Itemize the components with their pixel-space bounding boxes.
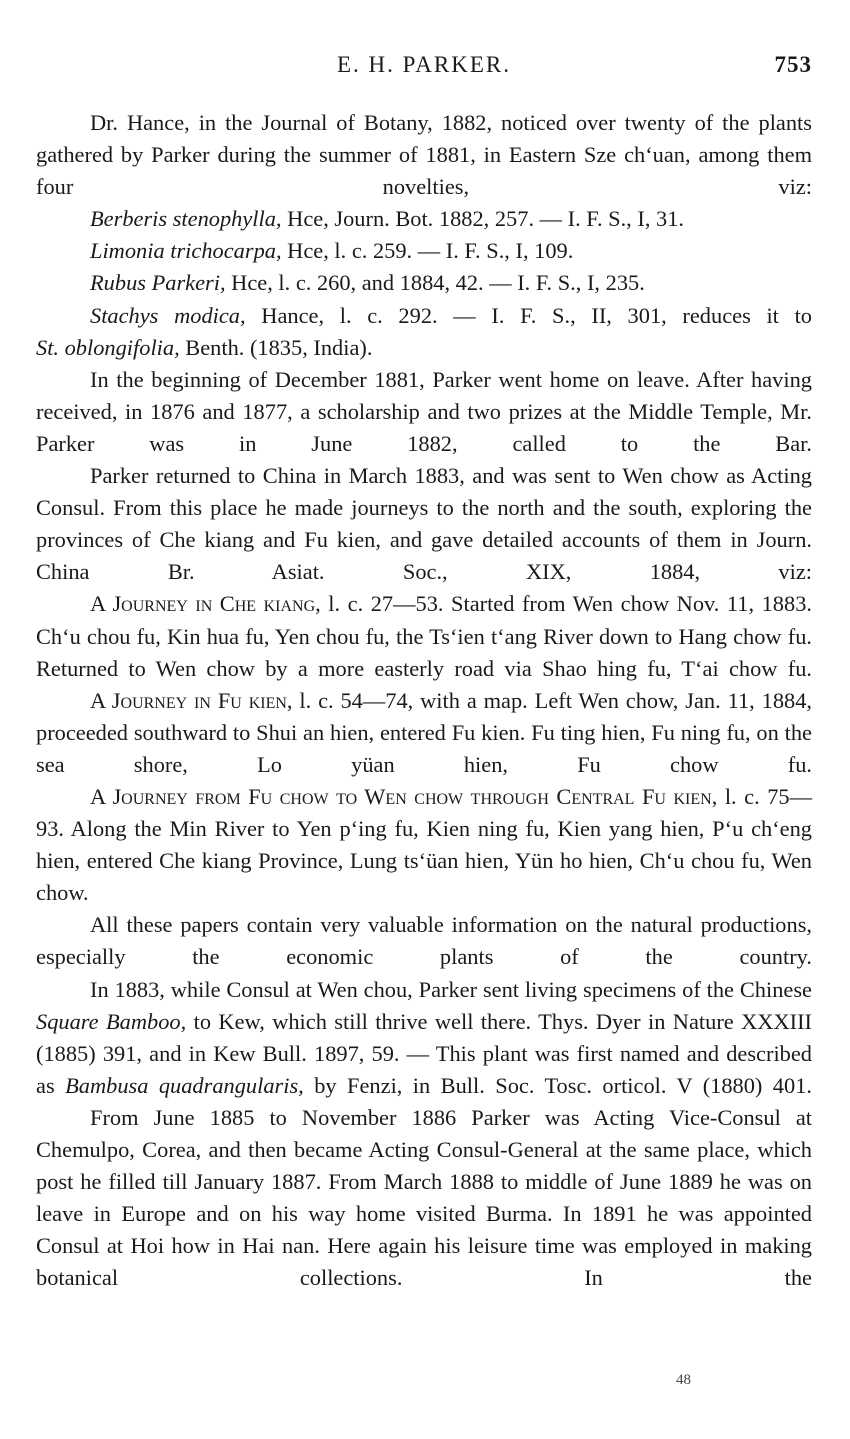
- text-run: by Fenzi, in Bull. Soc. Tosc. orticol. V (1880) 401.: [303, 1072, 812, 1098]
- species-entry-berberis: [36, 203, 812, 235]
- species-alt-name: St. oblongifolia,: [36, 334, 180, 360]
- paragraph-wen-chow: Parker returned to China in March 1883, and was sent to Wen chow as Acting Consul. From this place he made journeys to the north and the south, exploring the provinces of Che kiang and Fu kien, and gave detailed accounts of them in Journ. China Br. Asiat. Soc., XIX, 1884, viz:: [36, 463, 812, 585]
- species-reference: Hce, Journ. Bot. 1882, 257. — I. F. S., I, 31.: [281, 206, 685, 232]
- species-entry-stachys-continued: [36, 332, 812, 364]
- species-name: Bambusa quadrangularis,: [65, 1072, 304, 1098]
- paragraph-square-bamboo: [36, 974, 812, 1102]
- paragraph-leave: In the beginning of December 1881, Parker went home on leave. After having received, in 1876 and 1877, a scholarship and two prizes at the Middle Temple, Mr. Parker was in June 1882, called to the Bar.: [36, 366, 812, 456]
- species-entry-stachys: [36, 300, 812, 332]
- journey-fu-kien: [36, 685, 812, 781]
- species-alt-reference: Benth. (1835, India).: [179, 334, 373, 360]
- common-name: Square Bamboo,: [36, 1008, 187, 1034]
- species-name: Limonia trichocarpa,: [90, 238, 282, 264]
- paragraph-papers: All these papers contain very valuable information on the natural productions, especially the economic plants of the country.: [36, 912, 812, 970]
- species-entry-limonia: [36, 235, 812, 267]
- page-number: 753: [774, 52, 812, 77]
- journey-title: A Journey from Fu chow to Wen chow through Central Fu kien,: [90, 783, 718, 809]
- species-name: Stachys modica,: [90, 302, 246, 328]
- journey-title: A Journey in Fu kien,: [90, 687, 293, 713]
- text-run: In 1883, while Consul at Wen chou, Parker sent living specimens of the Chinese: [90, 976, 812, 1002]
- species-name: Berberis stenophylla,: [90, 206, 282, 232]
- species-name: Rubus Parkeri,: [90, 270, 226, 296]
- signature-mark: 48: [676, 1372, 691, 1388]
- journey-title: A Journey in Che kiang,: [90, 591, 321, 617]
- species-reference: Hance, l. c. 292. — I. F. S., II, 301, reduces it to: [245, 302, 812, 328]
- journey-che-kiang: [36, 588, 812, 684]
- page-header: [36, 52, 812, 86]
- running-title: E. H. PARKER.: [336, 52, 512, 77]
- paragraph-hance: Dr. Hance, in the Journal of Botany, 1882, noticed over twenty of the plants gathered by Parker during the summer of 1881, in Eastern Sze ch‘uan, among them four novelties, viz:: [36, 110, 812, 200]
- body-text: [36, 107, 812, 1294]
- species-reference: Hce, l. c. 259. — I. F. S., I, 109.: [281, 238, 574, 264]
- text-run: to Kew, which still thrive well there. Thys. Dyer in Nature XXXIII (1885) 391, and in Kew Bull. 1897, 59. — This plant was first named and described as: [36, 1008, 812, 1098]
- journey-description: l. c. 27—53. Started from Wen chow Nov. 11, 1883. Ch‘u chou fu, Kin hua fu, Yen chou fu, the Ts‘ien t‘ang River down to Hang chow fu. Returned to Wen chow by a more easterly road via Shao hing fu, T‘ai chow fu.: [36, 591, 812, 681]
- species-reference: Hce, l. c. 260, and 1884, 42. — I. F. S., I, 235.: [225, 270, 645, 296]
- journey-description: l. c. 54—74, with a map. Left Wen chow, Jan. 11, 1884, proceeded southward to Shui an hien, entered Fu kien. Fu ting hien, Fu ning fu, on the sea shore, Lo yüan hien, Fu chow fu.: [36, 687, 813, 777]
- paragraph-chemulpo: From June 1885 to November 1886 Parker was Acting Vice-Consul at Chemulpo, Corea, and then became Acting Consul-General at the same place, which post he filled till January 1887. From March 1888 to middle of June 1889 he was on leave in Europe and on his way home visited Burma. In 1891 he was appointed Consul at Hoi how in Hai nan. Here again his leisure time was employed in making botanical collections. In the: [36, 1104, 812, 1291]
- species-entry-rubus: [36, 267, 812, 299]
- journey-description: l. c. 75—93. Along the Min River to Yen p‘ing fu, Kien ning fu, Kien yang hien, P‘u ch‘eng hien, entered Che kiang Province, Lung ts‘üan hien, Yün ho hien, Ch‘u chou fu, Wen chow.: [36, 783, 812, 906]
- journey-fu-chow-to-wen-chow: [36, 781, 812, 909]
